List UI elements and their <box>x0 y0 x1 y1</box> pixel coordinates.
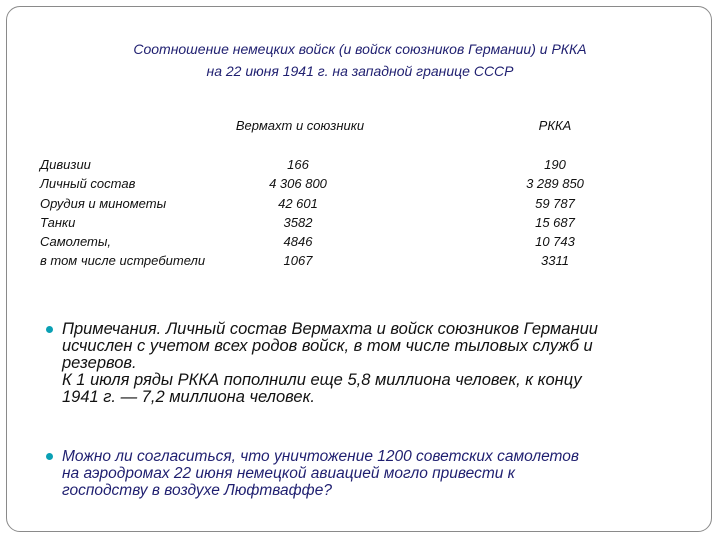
note-line: К 1 июля ряды РККА пополнили еще 5,8 миллиона человек, к концу <box>62 371 582 389</box>
note-line: исчислен с учетом всех родов войск, в том числе тыловых служб и <box>62 337 593 355</box>
row-label: Орудия и минометы <box>40 195 167 211</box>
row-label: Дивизии <box>40 157 91 172</box>
note-line: Примечания. Личный состав Вермахта и войск союзников Германии <box>62 320 598 338</box>
note-line: 1941 г. — 7,2 миллиона человек. <box>62 388 315 406</box>
row-label: в том числе истребители <box>40 253 206 269</box>
wehrmacht-value: 4846 <box>283 234 313 250</box>
rkka-value: 10 743 <box>535 234 575 250</box>
rkka-value: 3 289 850 <box>526 176 584 192</box>
title-line-2: на 22 июня 1941 г. на западной границе СССР <box>206 63 514 79</box>
note-question <box>62 448 692 499</box>
wehrmacht-column <box>248 155 348 271</box>
bullet-icon <box>46 453 53 460</box>
note-line: господству в воздухе Люфтваффе? <box>62 482 332 499</box>
rkka-value: 3311 <box>541 253 569 269</box>
header-rkka: РККА <box>538 118 572 133</box>
wehrmacht-value: 166 <box>287 157 309 172</box>
rkka-value: 15 687 <box>535 214 575 230</box>
wehrmacht-value: 1067 <box>283 253 313 269</box>
wehrmacht-value: 3582 <box>283 214 313 230</box>
row-label: Личный состав <box>40 176 136 192</box>
row-label: Танки <box>40 214 76 230</box>
header-wehrmacht: Вермахт и союзники <box>235 118 365 133</box>
note-remarks <box>62 321 692 406</box>
note-line: на аэродромах 22 июня немецкой авиацией могло привести к <box>62 465 516 482</box>
rkka-value: 190 <box>544 157 566 172</box>
wehrmacht-value: 4 306 800 <box>269 176 327 192</box>
row-labels-column <box>40 155 205 271</box>
rkka-column <box>505 155 605 271</box>
title-line-1: Соотношение немецких войск (и войск союзников Германии) и РККА <box>133 41 587 57</box>
wehrmacht-value: 42 601 <box>278 195 318 211</box>
note-line: Можно ли согласиться, что уничтожение 1200 советских самолетов <box>62 448 579 465</box>
note-line: резервов. <box>62 354 137 372</box>
row-label: Самолеты, <box>40 234 112 250</box>
rkka-value: 59 787 <box>535 195 575 211</box>
bullet-icon <box>46 326 53 333</box>
